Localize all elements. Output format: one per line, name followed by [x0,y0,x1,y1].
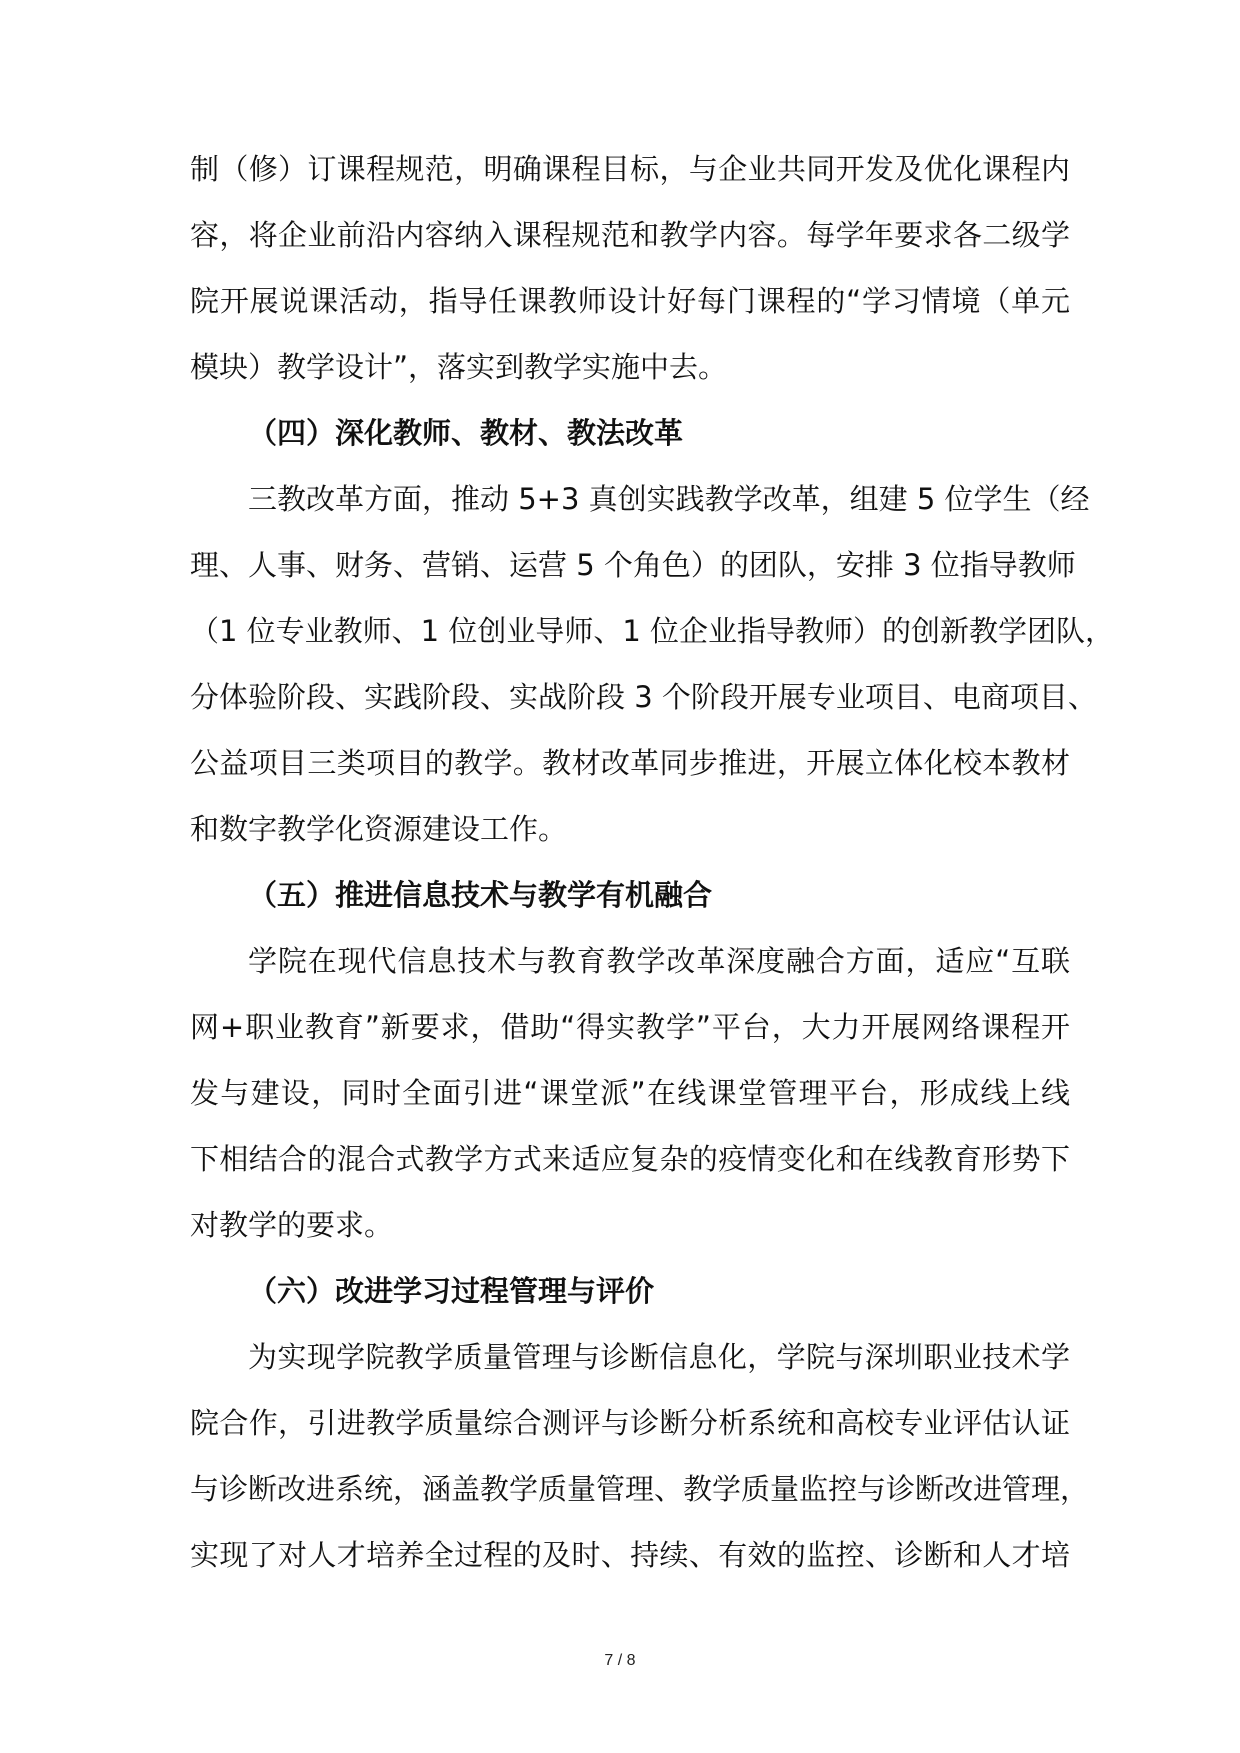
paragraph-1-line-4: 模块）教学设计”，落实到教学实施中去。 [190,350,728,384]
section-heading-6: （六）改进学习过程管理与评价 [248,1274,655,1308]
section-heading-4: （四）深化教师、教材、教法改革 [248,416,684,450]
paragraph-4-line-4: 实现了对人才培养全过程的及时、持续、有效的监控、诊断和人才培 [190,1538,1070,1572]
section-heading-5: （五）推进信息技术与教学有机融合 [248,878,713,912]
paragraph-4-line-1: 为实现学院教学质量管理与诊断信息化，学院与深圳职业技术学 [248,1340,1070,1374]
paragraph-2-line-1: 三教改革方面，推动 5+3 真创实践教学改革，组建 5 位学生（经 [248,482,1090,516]
paragraph-2-line-6: 和数字教学化资源建设工作。 [190,812,568,846]
paragraph-1-line-1: 制（修）订课程规范，明确课程目标，与企业共同开发及优化课程内 [190,152,1070,186]
paragraph-4-line-3: 与诊断改进系统，涵盖教学质量管理、教学质量监控与诊断改进管理， [190,1472,1090,1506]
paragraph-2-line-5: 公益项目三类项目的教学。教材改革同步推进，开展立体化校本教材 [190,746,1070,780]
paragraph-3-line-1: 学院在现代信息技术与教育教学改革深度融合方面，适应“互联 [248,944,1070,978]
paragraph-1-line-3: 院开展说课活动，指导任课教师设计好每门课程的“学习情境（单元 [190,284,1070,318]
paragraph-3-line-4: 下相结合的混合式教学方式来适应复杂的疫情变化和在线教育形势下 [190,1142,1070,1176]
paragraph-3-line-2: 网+职业教育”新要求，借助“得实教学”平台，大力开展网络课程开 [190,1010,1070,1044]
paragraph-3-line-3: 发与建设，同时全面引进“课堂派”在线课堂管理平台，形成线上线 [190,1076,1070,1110]
paragraph-2-line-4: 分体验阶段、实践阶段、实战阶段 3 个阶段开展专业项目、电商项目、 [190,680,1097,714]
page-number: 7 / 8 [604,1652,636,1669]
paragraph-3-line-5: 对教学的要求。 [190,1208,394,1242]
paragraph-4-line-2: 院合作，引进教学质量综合测评与诊断分析系统和高校专业评估认证 [190,1406,1070,1440]
paragraph-1-line-2: 容，将企业前沿内容纳入课程规范和教学内容。每学年要求各二级学 [190,218,1070,252]
paragraph-2-line-3: （1 位专业教师、1 位创业导师、1 位企业指导教师）的创新教学团队， [190,614,1115,648]
paragraph-2-line-2: 理、人事、财务、营销、运营 5 个角色）的团队，安排 3 位指导教师 [190,548,1076,582]
